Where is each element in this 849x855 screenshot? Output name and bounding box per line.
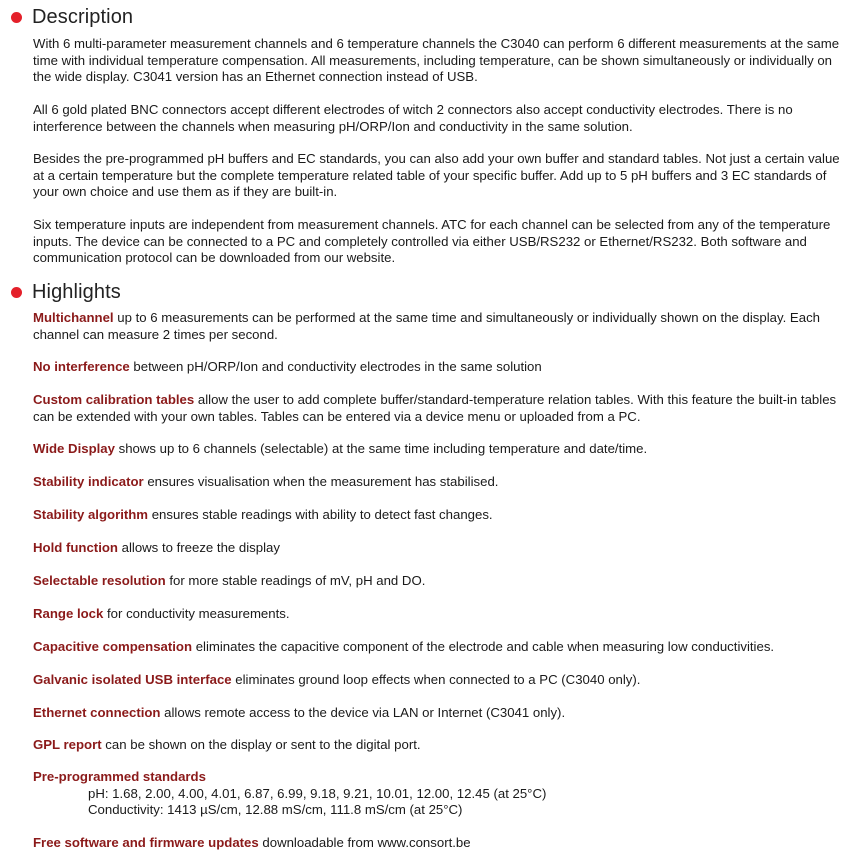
highlight-text: shows up to 6 channels (selectable) at the same time including temperature and date/time.: [114, 441, 648, 456]
conductivity-standards: Conductivity: 1413 µS/cm, 12.88 mS/cm, 111.8 mS/cm (at 25°C): [88, 802, 463, 817]
highlight-item: [33, 835, 841, 852]
highlight-text: up to 6 measurements can be performed at the same time and simultaneously or individually shown on the display. Each channel can measure 2 times per second.: [33, 310, 820, 342]
highlight-term: Galvanic isolated USB interface: [33, 672, 232, 687]
highlight-item: [33, 540, 841, 557]
highlights-title: Highlights: [32, 280, 121, 303]
highlight-item: [33, 474, 841, 491]
highlight-term: Custom calibration tables: [33, 392, 195, 407]
highlight-term: Stability indicator: [33, 474, 144, 489]
highlight-term: GPL report: [33, 737, 102, 752]
highlight-text: for conductivity measurements.: [103, 606, 290, 621]
description-paragraph: With 6 multi-parameter measurement channels and 6 temperature channels the C3040 can perform 6 different measurements at the same time with individual temperature compensation. All measurements, including temperature, can be shown simultaneously or individually on the wide display. C3041 version has an Ethernet connection instead of USB.: [33, 36, 840, 84]
highlight-term: Hold function: [33, 540, 118, 555]
highlight-text: allows remote access to the device via LAN or Internet (C3041 only).: [160, 705, 566, 720]
highlight-item: [33, 606, 841, 623]
highlight-text: allow the user to add complete buffer/standard-temperature relation tables. With this feature the built-in tables can be extended with your own tables. Tables can be entered via a device menu or uploaded from a PC.: [33, 392, 837, 424]
highlight-term: Selectable resolution: [33, 573, 166, 588]
highlight-item: [33, 359, 841, 376]
highlight-text: for more stable readings of mV, pH and DO.: [165, 573, 426, 588]
highlight-item: [33, 737, 841, 754]
red-bullet-icon: [11, 12, 22, 23]
highlight-term: Range lock: [33, 606, 104, 621]
highlight-item: [33, 672, 841, 689]
highlight-text: eliminates the capacitive component of the electrode and cable when measuring low conductivities.: [192, 639, 775, 654]
highlight-term: Free software and firmware updates: [33, 835, 259, 850]
description-paragraph: All 6 gold plated BNC connectors accept different electrodes of witch 2 connectors also accept conductivity electrodes. There is no interference between the channels when measuring pH/ORP/Ion and conductivity in the same solution.: [33, 102, 793, 134]
highlight-text: downloadable from www.consort.be: [258, 835, 471, 850]
highlight-text: between pH/ORP/Ion and conductivity electrodes in the same solution: [129, 359, 542, 374]
highlight-term: Ethernet connection: [33, 705, 161, 720]
highlight-item: [33, 507, 841, 524]
highlight-term: Capacitive compensation: [33, 639, 193, 654]
description-paragraph: Besides the pre-programmed pH buffers and EC standards, you can also add your own buffer and standard tables. Not just a certain value at a certain temperature but the complete temperature related table of your specific buffer. Add up to 5 pH buffers and 3 EC standards of your own choice and use them as if they are built-in.: [33, 151, 840, 199]
highlight-item: [33, 392, 841, 425]
highlight-text: can be shown on the display or sent to the digital port.: [101, 737, 421, 752]
highlight-text: ensures visualisation when the measurement has stabilised.: [143, 474, 499, 489]
highlight-term: Wide Display: [33, 441, 115, 456]
highlight-item: [33, 705, 841, 722]
highlight-text: allows to freeze the display: [117, 540, 280, 555]
highlight-item: [33, 573, 841, 590]
highlight-term: Pre-programmed standards: [33, 769, 206, 784]
description-heading: [11, 5, 133, 29]
highlight-item: [33, 639, 841, 656]
standards-item: [33, 769, 841, 819]
red-bullet-icon: [11, 287, 22, 298]
highlight-item: [33, 441, 841, 458]
description-paragraph: Six temperature inputs are independent from measurement channels. ATC for each channel can be selected from any of the temperature inputs. The device can be connected to a PC and completely controlled via either USB/RS232 or Ethernet/RS232. Both software and communication protocol can be downloaded from our website.: [33, 217, 831, 265]
highlight-term: Multichannel: [33, 310, 114, 325]
highlight-text: eliminates ground loop effects when connected to a PC (C3040 only).: [231, 672, 641, 687]
highlight-text: ensures stable readings with ability to detect fast changes.: [148, 507, 493, 522]
ph-standards: pH: 1.68, 2.00, 4.00, 4.01, 6.87, 6.99, 9.18, 9.21, 10.01, 12.00, 12.45 (at 25°C): [88, 785, 547, 801]
highlight-term: No interference: [33, 359, 130, 374]
highlights-heading: [11, 280, 121, 304]
highlight-term: Stability algorithm: [33, 507, 149, 522]
highlight-item: [33, 310, 841, 343]
description-title: Description: [32, 5, 134, 28]
